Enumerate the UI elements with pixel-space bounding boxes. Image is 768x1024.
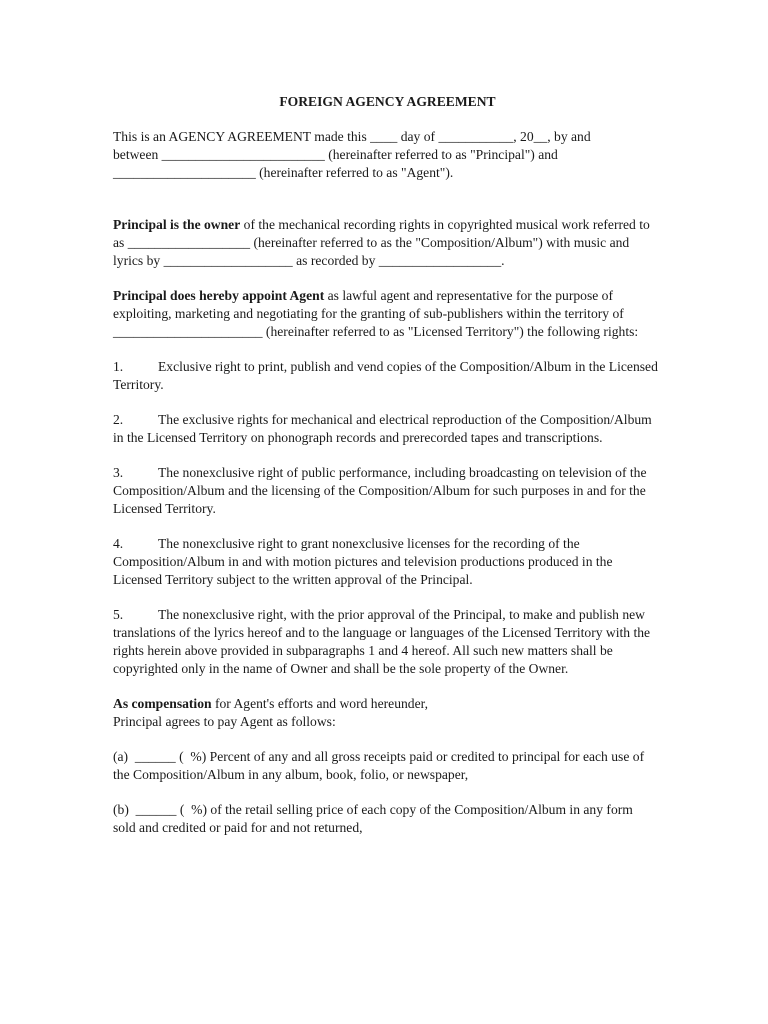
rights-item-text: Exclusive right to print, publish and vend copies of the Composition/Album in the Licensed Territory. bbox=[113, 359, 658, 392]
owner-paragraph bbox=[113, 216, 658, 270]
intro-line: _____________________ (hereinafter referred to as "Agent"). bbox=[113, 165, 454, 180]
rights-item-number: 3. bbox=[113, 465, 124, 480]
payment-item bbox=[113, 748, 658, 784]
intro-line: This is an AGENCY AGREEMENT made this ____ day of ___________, 20__, by and bbox=[113, 129, 591, 144]
compensation-line bbox=[113, 695, 658, 713]
owner-lead: Principal is the owner bbox=[113, 217, 241, 232]
rights-item-number: 4. bbox=[113, 536, 124, 551]
payment-item-label: (a) bbox=[113, 749, 129, 764]
payment-item-label: (b) bbox=[113, 802, 129, 817]
rights-item-number: 1. bbox=[113, 359, 124, 374]
rights-item-number: 5. bbox=[113, 607, 124, 622]
rights-item-text: The nonexclusive right to grant nonexclusive licenses for the recording of the Composition/Album in and with motion pictures and television productions produced in the Licensed Territory subject to the written approval of the Principal. bbox=[113, 536, 613, 587]
rights-item bbox=[113, 358, 658, 394]
intro-paragraph bbox=[113, 128, 658, 182]
rights-item bbox=[113, 411, 658, 447]
payment-item-text: ______ ( %) Percent of any and all gross receipts paid or credited to principal for each use of the Composition/Album in any album, book, folio, or newspaper, bbox=[113, 749, 648, 782]
appoint-paragraph bbox=[113, 287, 658, 341]
appoint-text: as lawful agent and representative for the purpose of exploiting, marketing and negotiating for the granting of sub-publishers within the territory of ______________________ (hereinafter referred to as "Licensed Territory") the following rights: bbox=[113, 288, 639, 339]
compensation-paragraph bbox=[113, 695, 658, 731]
rights-item-text: The nonexclusive right of public performance, including broadcasting on television of the Composition/Album and the licensing of the Composition/Album for such purposes in and for the Licensed Territory. bbox=[113, 465, 647, 516]
rights-item bbox=[113, 535, 658, 589]
payment-item bbox=[113, 801, 658, 837]
rights-item-number: 2. bbox=[113, 412, 124, 427]
payment-item-text: ______ ( %) of the retail selling price of each copy of the Composition/Album in any form sold and credited or paid for and not returned, bbox=[113, 802, 637, 835]
rights-item-text: The exclusive rights for mechanical and electrical reproduction of the Composition/Album in the Licensed Territory on phonograph records and prerecorded tapes and transcriptions. bbox=[113, 412, 652, 445]
intro-line: between ________________________ (hereinafter referred to as "Principal") and bbox=[113, 147, 558, 162]
owner-text: of the mechanical recording rights in copyrighted musical work referred to as __________________ (hereinafter referred to as the "Composition/Album") with music and lyrics by ___________________ as recorded by __________________. bbox=[113, 217, 650, 268]
rights-item-text: The nonexclusive right, with the prior approval of the Principal, to make and publish new translations of the lyrics hereof and to the language or languages of the Licensed Territory with the rights herein above provided in subparagraphs 1 and 4 hereof. All such new matters shall be copyrighted only in the name of Owner and shall be the sole property of the Owner. bbox=[113, 607, 651, 676]
compensation-text: for Agent's efforts and word hereunder, bbox=[211, 696, 429, 711]
document-title: FOREIGN AGENCY AGREEMENT bbox=[279, 94, 496, 109]
compensation-lead: As compensation bbox=[113, 696, 212, 711]
appoint-lead: Principal does hereby appoint Agent bbox=[113, 288, 325, 303]
rights-item bbox=[113, 606, 658, 678]
rights-item bbox=[113, 464, 658, 518]
compensation-line: Principal agrees to pay Agent as follows: bbox=[113, 714, 336, 729]
document-page bbox=[113, 93, 658, 837]
